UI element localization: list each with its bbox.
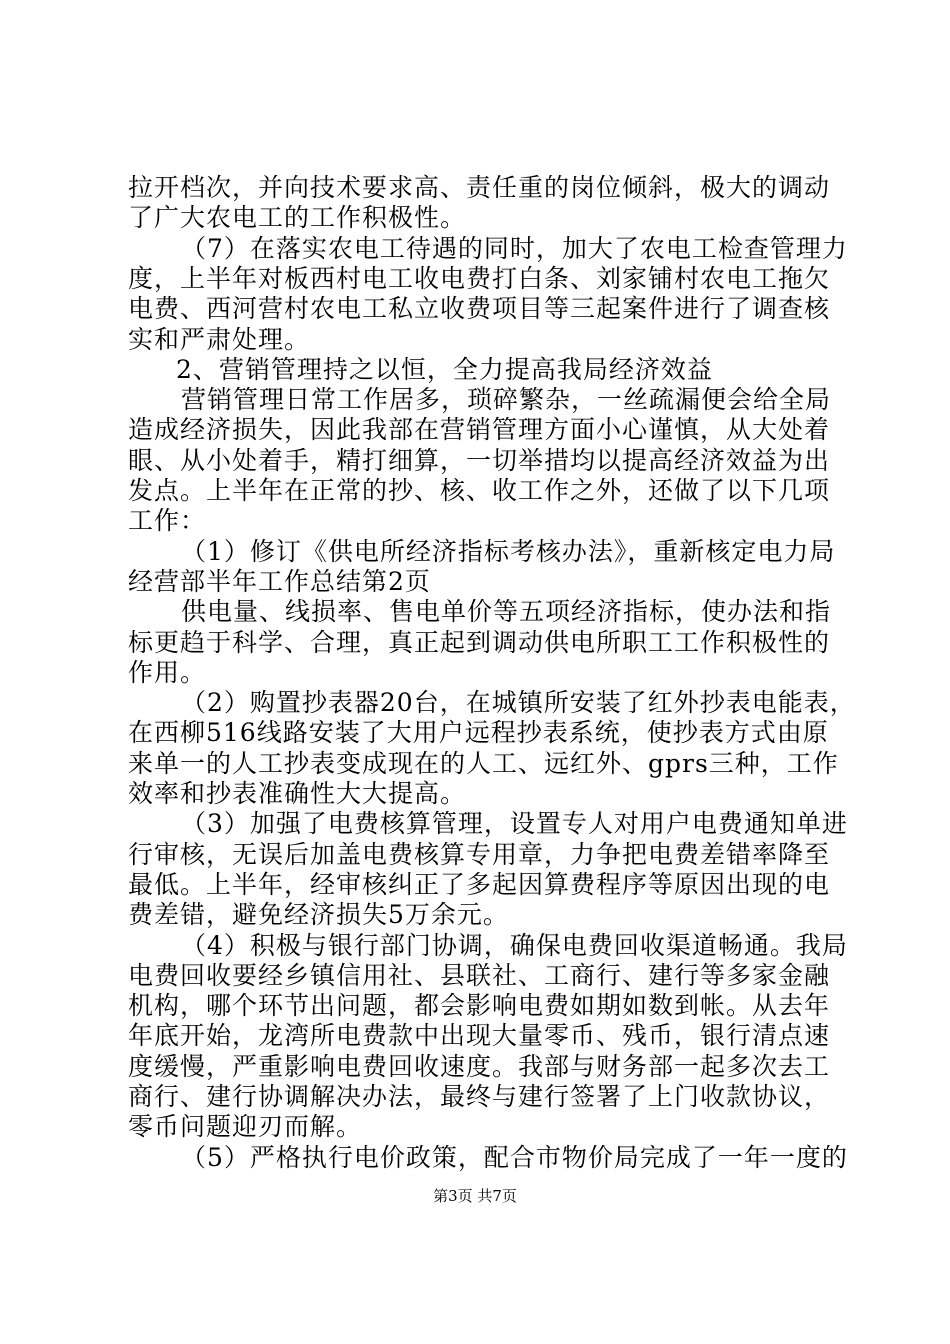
body-line: 行审核，无误后加盖电费核算专用章，力争把电费差错率降至: [128, 839, 831, 869]
body-line: 最低。上半年，经审核纠正了多起因算费程序等原因出现的电: [128, 869, 831, 899]
body-line: 拉开档次，并向技术要求高、责任重的岗位倾斜，极大的调动: [128, 173, 831, 202]
body-line: 发点。上半年在正常的抄、核、收工作之外，还做了以下几项: [128, 476, 831, 505]
body-line: 工作：: [128, 506, 207, 536]
body-line: 度缓慢，严重影响电费回收速度。我部与财务部一起多次去工: [128, 1051, 831, 1081]
body-line: 经营部半年工作总结第2页: [128, 566, 431, 596]
body-line: 年底开始，龙湾所电费款中出现大量零币、残币，银行清点速: [128, 1021, 831, 1051]
body-line: 零币问题迎刃而解。: [128, 1112, 363, 1142]
body-line: 费差错，避免经济损失5万余元。: [128, 900, 509, 930]
body-line: 电费、西河营村农电工私立收费项目等三起案件进行了调查核: [128, 294, 831, 324]
body-line: 在西柳516线路安装了大用户远程抄表系统，使抄表方式由原: [128, 718, 829, 748]
body-line: 眼、从小处着手，精打细算，一切举措均以提高经济效益为出: [128, 445, 831, 475]
body-line: 来单一的人工抄表变成现在的人工、远红外、gprs三种，工作: [128, 748, 839, 778]
body-line: （5）严格执行电价政策，配合市物价局完成了一年一度的: [181, 1142, 848, 1172]
body-line: 营销管理日常工作居多，琐碎繁杂，一丝疏漏便会给全局: [181, 385, 832, 415]
body-line: 电费回收要经乡镇信用社、县联社、工商行、建行等多家金融: [128, 960, 831, 990]
body-line: （2）购置抄表器20台，在城镇所安装了红外抄表电能表，: [181, 688, 856, 718]
body-line: 商行、建行协调解决办法，最终与建行签署了上门收款协议，: [128, 1082, 831, 1111]
body-line: 机构，哪个环节出问题，都会影响电费如期如数到帐。从去年: [128, 991, 831, 1021]
body-line: （1）修订《供电所经济指标考核办法》，重新核定电力局: [181, 536, 836, 566]
body-line: 造成经济损失，因此我部在营销管理方面小心谨慎，从大处着: [128, 415, 831, 445]
body-line: 了广大农电工的工作积极性。: [128, 203, 467, 233]
body-line: 供电量、线损率、售电单价等五项经济指标，使办法和指: [181, 597, 832, 627]
body-line: 标更趋于科学、合理，真正起到调动供电所职工工作积极性的: [128, 627, 831, 657]
body-line: 效率和抄表准确性大大提高。: [128, 779, 467, 808]
page-footer: 第3页 共7页: [433, 1186, 517, 1205]
body-line: 作用。: [128, 657, 207, 687]
body-line: 度，上半年对板西村电工收电费打白条、刘家铺村农电工拖欠: [128, 263, 831, 293]
body-line: （3）加强了电费核算管理，设置专人对用户电费通知单进: [181, 809, 848, 839]
section-heading: 2、营销管理持之以恒，全力提高我局经济效益: [176, 354, 713, 384]
body-line: （7）在落实农电工待遇的同时，加大了农电工检查管理力: [181, 233, 848, 263]
body-line: （4）积极与银行部门协调，确保电费回收渠道畅通。我局: [181, 930, 848, 960]
body-line: 实和严肃处理。: [128, 324, 311, 354]
